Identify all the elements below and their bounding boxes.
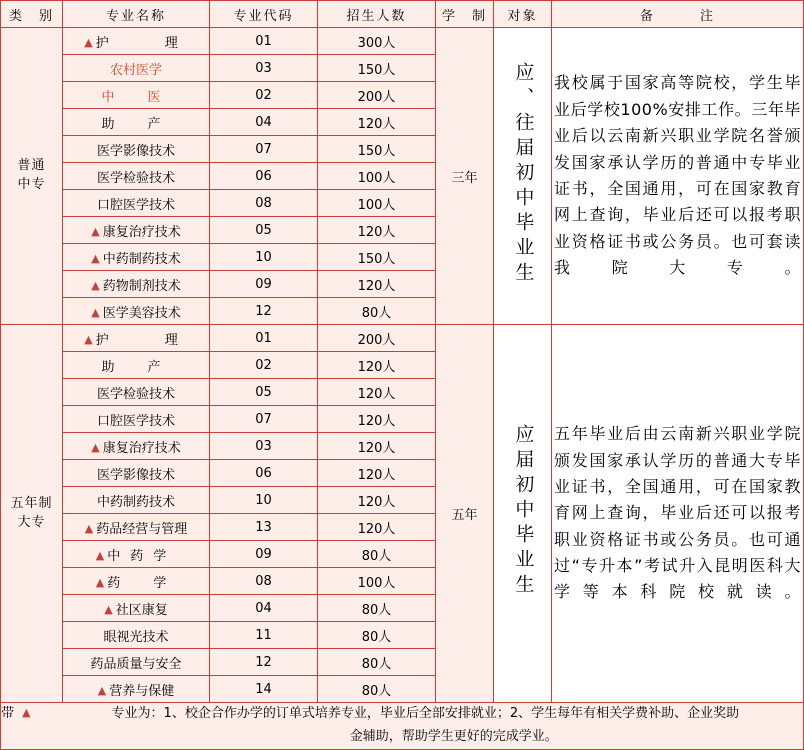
enrollment-count-cell: 150人 bbox=[318, 244, 436, 271]
major-name-label: 社区康复 bbox=[115, 602, 168, 618]
enrollment-count-cell: 200人 bbox=[318, 325, 436, 352]
column-header-category: 类 别 bbox=[1, 1, 63, 28]
enrollment-count-cell: 80人 bbox=[318, 595, 436, 622]
major-name-label: 药品质量与安全 bbox=[90, 656, 182, 672]
major-name-label: 中药制药技术 bbox=[102, 251, 181, 267]
major-name-cell bbox=[63, 379, 210, 406]
major-name-label: 康复治疗技术 bbox=[102, 224, 181, 240]
enrollment-count-cell: 80人 bbox=[318, 541, 436, 568]
major-name-label: 医学检验技术 bbox=[96, 386, 175, 402]
column-header-major-code: 专业代码 bbox=[210, 1, 318, 28]
object-label: 应届初中毕业生 bbox=[512, 424, 535, 599]
major-name-cell bbox=[63, 271, 210, 298]
major-code-cell: 06 bbox=[210, 163, 318, 190]
major-name-label: 药 学 bbox=[107, 575, 177, 591]
major-code-cell: 05 bbox=[210, 379, 318, 406]
enrollment-count-cell: 80人 bbox=[318, 622, 436, 649]
footer-line-2: 金辅助，帮助学生更好的完成学业。 bbox=[349, 728, 558, 744]
table-row bbox=[1, 28, 804, 55]
major-name-cell bbox=[63, 676, 210, 703]
footer-label-suffix: 专业为： bbox=[111, 706, 164, 721]
major-code-cell: 03 bbox=[210, 433, 318, 460]
category-cell bbox=[1, 28, 63, 325]
enrollment-count-cell: 80人 bbox=[318, 649, 436, 676]
major-code-cell: 02 bbox=[210, 352, 318, 379]
triangle-icon: ▲ bbox=[95, 575, 105, 589]
column-header-system: 学 制 bbox=[436, 1, 494, 28]
major-name-label: 中药制药技术 bbox=[96, 494, 175, 510]
triangle-icon: ▲ bbox=[91, 278, 100, 292]
major-code-cell: 11 bbox=[210, 622, 318, 649]
major-name-label: 护 理 bbox=[95, 35, 188, 51]
object-cell bbox=[494, 325, 552, 703]
remarks-cell bbox=[552, 28, 804, 325]
major-code-cell: 06 bbox=[210, 460, 318, 487]
major-name-label: 口腔医学技术 bbox=[96, 197, 175, 213]
major-code-cell: 08 bbox=[210, 568, 318, 595]
major-name-cell bbox=[63, 487, 210, 514]
major-name-label: 口腔医学技术 bbox=[96, 413, 175, 429]
major-code-cell: 12 bbox=[210, 649, 318, 676]
major-name-cell bbox=[63, 406, 210, 433]
category-label: 五年制 大专 bbox=[10, 495, 53, 530]
system-cell: 三年 bbox=[436, 28, 494, 325]
triangle-icon: ▲ bbox=[95, 548, 105, 562]
triangle-icon: ▲ bbox=[84, 35, 93, 49]
remarks-text: 五年毕业后由云南新兴职业学院颁发国家承认学历的普通大专毕业证书，全国通用，可在国家教育网上查询，毕业后还可以报考职业资格证书或公务员。也可通过“专升本”考试升入昆明医科大学等本科院校就读。 bbox=[554, 424, 801, 602]
major-name-label: 助 产 bbox=[101, 116, 171, 132]
table-header-row bbox=[1, 1, 804, 28]
column-header-object: 对象 bbox=[494, 1, 552, 28]
object-label: 应、往届初中毕业生 bbox=[512, 61, 535, 287]
major-code-cell: 10 bbox=[210, 244, 318, 271]
system-cell: 五年 bbox=[436, 325, 494, 703]
enrollment-count-cell: 120人 bbox=[318, 460, 436, 487]
major-name-label: 助 产 bbox=[101, 359, 171, 375]
footer-label-prefix: 带 bbox=[1, 706, 17, 721]
major-code-cell: 01 bbox=[210, 325, 318, 352]
enrollment-count-cell: 80人 bbox=[318, 676, 436, 703]
major-name-label: 中 医 bbox=[101, 89, 171, 105]
major-code-cell: 12 bbox=[210, 298, 318, 325]
triangle-icon: ▲ bbox=[91, 224, 100, 238]
major-code-cell: 09 bbox=[210, 541, 318, 568]
enrollment-count-cell: 120人 bbox=[318, 352, 436, 379]
footer-label bbox=[1, 703, 48, 726]
major-name-cell bbox=[63, 325, 210, 352]
major-name-cell bbox=[63, 460, 210, 487]
enrollment-count-cell: 120人 bbox=[318, 487, 436, 514]
major-name-cell bbox=[63, 514, 210, 541]
major-code-cell: 08 bbox=[210, 190, 318, 217]
major-name-cell bbox=[63, 190, 210, 217]
major-name-label: 眼视光技术 bbox=[103, 629, 169, 645]
enrollment-count-cell: 120人 bbox=[318, 109, 436, 136]
major-name-cell bbox=[63, 28, 210, 55]
enrollment-count-cell: 100人 bbox=[318, 163, 436, 190]
major-name-cell bbox=[63, 55, 210, 82]
major-name-cell bbox=[63, 244, 210, 271]
enrollment-count-cell: 80人 bbox=[318, 298, 436, 325]
triangle-icon: ▲ bbox=[104, 602, 113, 616]
column-header-remarks: 备 注 bbox=[552, 1, 804, 28]
major-name-cell bbox=[63, 622, 210, 649]
major-code-cell: 02 bbox=[210, 82, 318, 109]
major-name-cell bbox=[63, 217, 210, 244]
major-name-cell bbox=[63, 136, 210, 163]
major-name-cell bbox=[63, 595, 210, 622]
triangle-icon: ▲ bbox=[84, 521, 94, 535]
remarks-cell bbox=[552, 325, 804, 703]
triangle-icon: ▲ bbox=[91, 305, 100, 319]
column-header-major-name: 专业名称 bbox=[63, 1, 210, 28]
enrollment-count-cell: 120人 bbox=[318, 217, 436, 244]
enrollment-count-cell: 300人 bbox=[318, 28, 436, 55]
triangle-icon: ▲ bbox=[97, 683, 107, 697]
enrollment-count-cell: 120人 bbox=[318, 514, 436, 541]
major-name-label: 药品经营与管理 bbox=[96, 521, 188, 537]
major-code-cell: 10 bbox=[210, 487, 318, 514]
major-code-cell: 13 bbox=[210, 514, 318, 541]
table-body bbox=[1, 28, 804, 703]
triangle-icon: ▲ bbox=[22, 706, 33, 719]
major-name-label: 医学影像技术 bbox=[96, 467, 175, 483]
footer-note bbox=[1, 703, 804, 750]
triangle-icon: ▲ bbox=[91, 440, 100, 454]
triangle-icon: ▲ bbox=[84, 332, 93, 346]
footer-line-1: 1、校企合作办学的订单式培养专业，毕业后全部安排就业；2、学生每年有相关学费补助、企业奖助 bbox=[163, 706, 740, 721]
major-code-cell: 07 bbox=[210, 406, 318, 433]
major-name-label: 康复治疗技术 bbox=[102, 440, 181, 456]
enrollment-count-cell: 100人 bbox=[318, 190, 436, 217]
major-name-cell bbox=[63, 649, 210, 676]
major-name-label: 医学影像技术 bbox=[96, 143, 175, 159]
major-name-label: 农村医学 bbox=[109, 62, 162, 78]
major-name-label: 中药学 bbox=[107, 548, 177, 564]
table-row bbox=[1, 325, 804, 352]
major-code-cell: 05 bbox=[210, 217, 318, 244]
category-label: 普通 中专 bbox=[17, 158, 46, 192]
footer-row bbox=[1, 703, 804, 750]
major-name-cell bbox=[63, 568, 210, 595]
enrollment-count-cell: 150人 bbox=[318, 55, 436, 82]
footer-body bbox=[48, 703, 803, 749]
major-name-label: 医学检验技术 bbox=[96, 170, 175, 186]
enrollment-count-cell: 100人 bbox=[318, 568, 436, 595]
major-name-cell bbox=[63, 163, 210, 190]
major-code-cell: 01 bbox=[210, 28, 318, 55]
enrollment-count-cell: 120人 bbox=[318, 406, 436, 433]
table-header bbox=[1, 1, 804, 28]
major-code-cell: 03 bbox=[210, 55, 318, 82]
major-name-label: 护 理 bbox=[95, 332, 188, 348]
object-cell bbox=[494, 28, 552, 325]
enrollment-count-cell: 200人 bbox=[318, 82, 436, 109]
major-name-cell bbox=[63, 433, 210, 460]
table-footer bbox=[1, 703, 804, 750]
major-name-label: 医学美容技术 bbox=[102, 305, 181, 321]
major-code-cell: 14 bbox=[210, 676, 318, 703]
major-name-label: 药物制剂技术 bbox=[102, 278, 181, 294]
category-cell bbox=[1, 325, 63, 703]
major-code-cell: 04 bbox=[210, 595, 318, 622]
remarks-text: 我校属于国家高等院校，学生毕业后学校100%安排工作。三年毕业后以云南新兴职业学院名誉颁发国家承认学历的普通中专毕业证书，全国通用，可在国家教育网上查询，毕业后还可以报考职业资格证书或公务员。也可套读我院大专。 bbox=[554, 73, 801, 278]
major-name-cell bbox=[63, 352, 210, 379]
enrollment-count-cell: 120人 bbox=[318, 433, 436, 460]
enrollment-count-cell: 120人 bbox=[318, 379, 436, 406]
major-name-cell bbox=[63, 109, 210, 136]
major-code-cell: 09 bbox=[210, 271, 318, 298]
major-name-cell bbox=[63, 82, 210, 109]
major-name-label: 营养与保健 bbox=[109, 683, 175, 699]
major-code-cell: 07 bbox=[210, 136, 318, 163]
major-code-cell: 04 bbox=[210, 109, 318, 136]
column-header-enrollment-count: 招生人数 bbox=[318, 1, 436, 28]
major-name-cell bbox=[63, 541, 210, 568]
triangle-icon: ▲ bbox=[91, 251, 100, 265]
major-name-cell bbox=[63, 298, 210, 325]
enrollment-count-cell: 150人 bbox=[318, 136, 436, 163]
enrollment-count-cell: 120人 bbox=[318, 271, 436, 298]
